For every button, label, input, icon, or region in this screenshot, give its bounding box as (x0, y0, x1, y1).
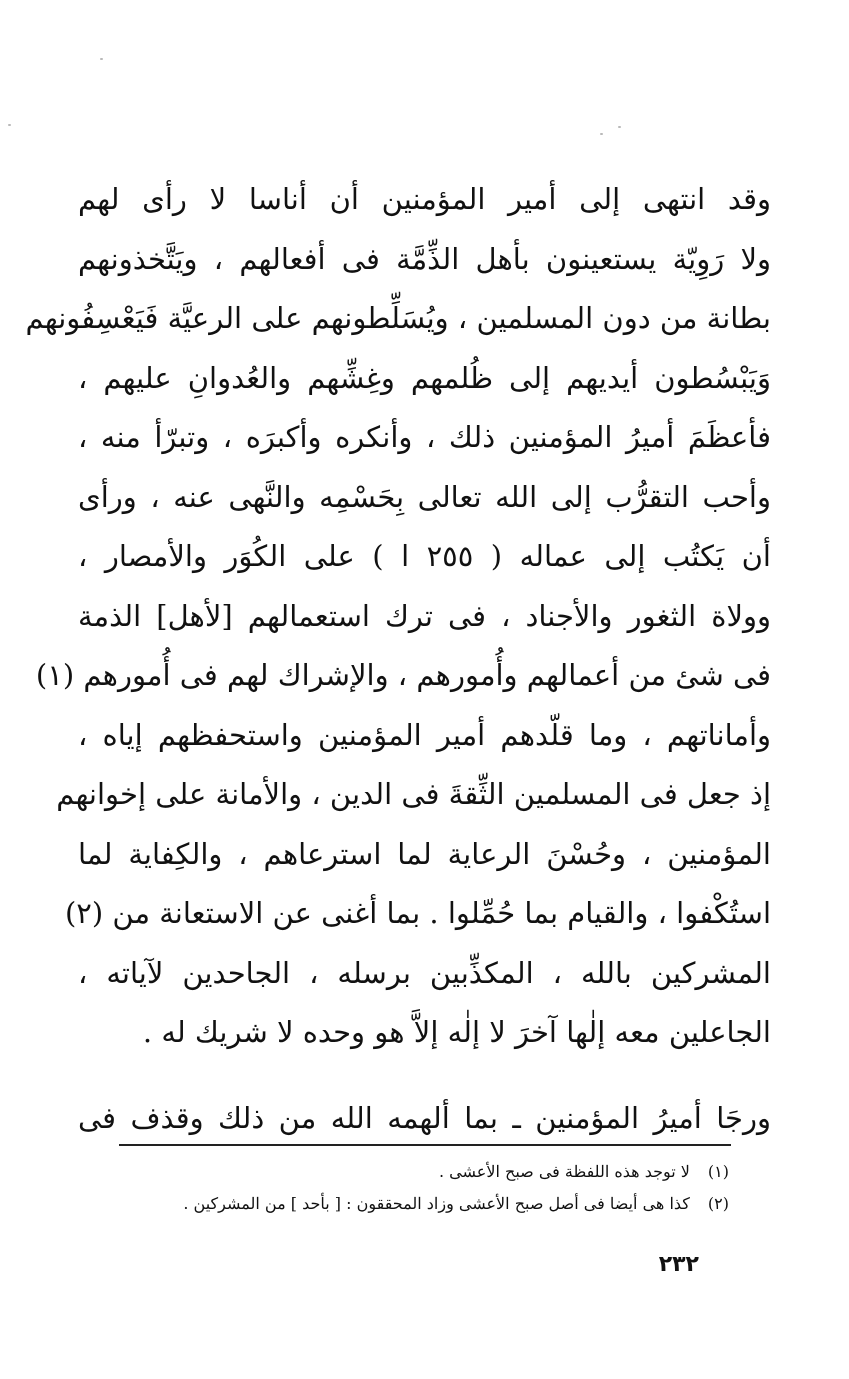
footnote-divider (119, 1144, 731, 1146)
text-line: وأماناتهم ، وما قلّدهم أمير المؤمنين واستحفظهم إياه ، (78, 717, 771, 752)
footnote-marker: (٢) (707, 1194, 729, 1213)
text-line: فى شئ من أعمالهم وأُمورهم ، والإشراك لهم فى أُمورهم (١) (35, 658, 771, 692)
footnote-marker: (١) (707, 1162, 729, 1181)
scan-speck (100, 58, 103, 60)
text-line: وأحب التقرُّب إلى الله تعالى بِحَسْمِه والنَّهى عنه ، ورأى (78, 479, 771, 514)
paragraph-gap (78, 1063, 771, 1089)
text-line: المؤمنين ، وحُسْنَ الرعاية لما استرعاهم ، والكِفاية لما (78, 836, 771, 871)
page-number: ٢٣٢ (658, 1252, 699, 1277)
text-line: ورجَا أميرُ المؤمنين ـ بما ألهمه الله من ذلك وقذف فى (78, 1100, 771, 1135)
text-line: وولاة الثغور والأجناد ، فى ترك استعمالهم [لأهل] الذمة (78, 598, 771, 633)
text-line: الجاعلين معه إلٰها آخرَ لا إلٰه إلاَّ هو وحده لا شريك له . (142, 1015, 771, 1049)
footnote-2 (89, 1188, 729, 1220)
text-line: أن يَكتُب إلى عماله ( ٢٥٥ ا ) على الكُوَر والأمصار ، (78, 539, 771, 573)
text-line: فأعظَمَ أميرُ المؤمنين ذلك ، وأنكره وأكبرَه ، وتبرّأ منه ، (78, 420, 771, 454)
text-line: وَيَبْسُطون أيديهم إلى ظُلمهم وغِشِّهم والعُدوانِ عليهم ، (78, 360, 771, 395)
scan-speck (600, 133, 603, 135)
text-line: المشركين بالله ، المكذِّبين برسله ، الجاحدين لآياته ، (78, 955, 771, 990)
footnote-text: لا توجد هذه اللفظة فى صبح الأعشى . (439, 1162, 690, 1181)
text-line: ولا رَوِيّة يستعينون بأهل الذِّمَّة فى أفعالهم ، ويَتَّخذونهم (78, 241, 771, 276)
text-line: بطانة من دون المسلمين ، ويُسَلِّطونهم على الرعيَّة فَيَعْسِفُونهم (25, 301, 771, 335)
text-line: إذ جعل فى المسلمين الثِّقةَ فى الدين ، والأمانة على إخوانهم (56, 777, 771, 811)
footnote-1 (89, 1156, 729, 1188)
text-line: وقد انتهى إلى أمير المؤمنين أن أناسا لا رأى لهم (78, 182, 771, 216)
footnotes (89, 1156, 729, 1220)
scan-speck (8, 124, 11, 126)
scan-speck (618, 126, 621, 128)
footnote-text: كذا هى أيضا فى أصل صبح الأعشى وزاد المحققون : [ بأحد ] من المشركين . (183, 1194, 690, 1213)
text-line: استُكْفوا ، والقيام بما حُمِّلوا . بما أغنى عن الاستعانة من (٢) (64, 896, 771, 930)
main-text (25, 170, 771, 1148)
